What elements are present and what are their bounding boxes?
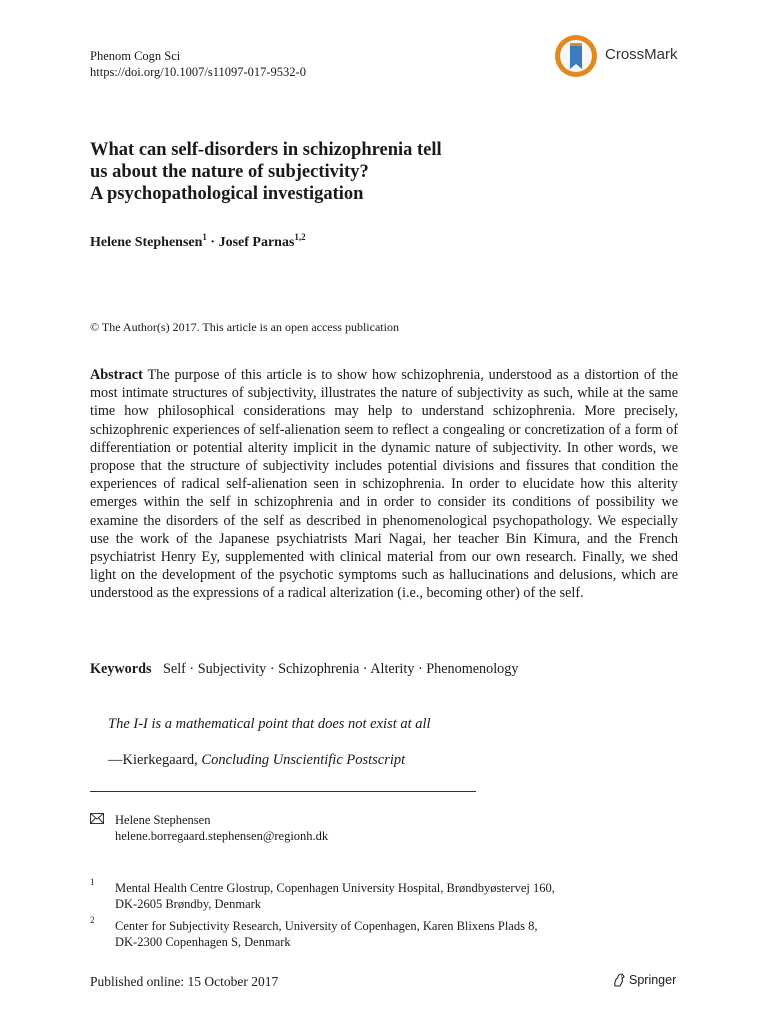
epigraph-attribution xyxy=(108,752,405,769)
envelope-icon xyxy=(90,813,104,824)
title-line-2: us about the nature of subjectivity? xyxy=(90,162,369,182)
crossmark-badge[interactable] xyxy=(553,33,683,77)
author-list xyxy=(90,232,306,251)
keywords-label: Keywords xyxy=(90,661,152,677)
affiliation-number: 1 xyxy=(90,877,95,887)
epigraph-quote: The I-I is a mathematical point that does not exist at all xyxy=(108,716,431,732)
published-date: Published online: 15 October 2017 xyxy=(90,974,279,989)
article-title xyxy=(90,139,690,205)
abstract-label: Abstract xyxy=(90,367,143,383)
crossmark-icon xyxy=(553,33,599,79)
copyright-notice xyxy=(90,320,399,335)
springer-horse-icon xyxy=(612,973,626,987)
footnote-divider xyxy=(90,791,476,792)
affiliation-line: DK-2605 Brøndby, Denmark xyxy=(115,897,262,911)
affiliation-number: 2 xyxy=(90,915,95,925)
copyright-icon: © xyxy=(90,320,100,334)
publisher-logo[interactable] xyxy=(612,973,676,987)
affiliation-line: Mental Health Centre Glostrup, Copenhagen University Hospital, Brøndbyøstervej 160, xyxy=(115,881,555,895)
doi-link[interactable]: https://doi.org/10.1007/s11097-017-9532-0 xyxy=(90,65,306,79)
author-affiliation-sup: 1,2 xyxy=(294,232,306,242)
crossmark-label: CrossMark xyxy=(605,46,678,63)
epigraph-author: —Kierkegaard, xyxy=(108,752,198,768)
copyright-text: The Author(s) 2017. This article is an open access publication xyxy=(101,320,399,334)
publisher-name: Springer xyxy=(629,973,677,987)
epigraph-work: Concluding Unscientific Postscript xyxy=(201,752,406,768)
journal-name: Phenom Cogn Sci xyxy=(90,49,181,63)
affiliation-line: Center for Subjectivity Research, University of Copenhagen, Karen Blixens Plads 8, xyxy=(115,919,538,933)
keywords xyxy=(90,661,518,678)
abstract-text: The purpose of this article is to show how schizophrenia, understood as a distortion of the most intimate structures of subjectivity, illustrates the nature of subjectivity as such, while at the same time how philosophical considerations may help to understand schizophrenia. More precisely, schizophrenic experiences of self-alienation seem to reflect a congealing or concretization of a form of differentiation or potential alterity implicit in the dynamic nature of subjectivity. In other words, we propose that the structure of subjectivity includes potential divisions and fissures that condition the experiences of radical self-alienation seen in schizophrenia. In order to elucidate how this alterity emerges within the self in schizophrenia and in order to consider its conditions of possibility we examine the disorders of the self as described in phenomenological psychopathology. We especially use the work of the Japanese psychiatrists Mari Nagai, her teacher Bin Kimura, and the French psychiatrist Henry Ey, supplemented with clinical material from our own research. Finally, we shed light on the development of the psychotic symptoms such as hallucinations and delusions, which are understood as the expressions of a radical alterization (i.e., becoming other) of the self. xyxy=(90,367,678,602)
abstract xyxy=(90,366,678,603)
author-name[interactable]: Helene Stephensen xyxy=(90,235,203,250)
journal-header xyxy=(90,48,306,80)
affiliation-line: DK-2300 Copenhagen S, Denmark xyxy=(115,935,291,949)
keywords-text: Self · Subjectivity · Schizophrenia · Alterity · Phenomenology xyxy=(163,661,519,677)
contact-email[interactable]: helene.borregaard.stephensen@regionh.dk xyxy=(115,829,329,843)
title-line-3: A psychopathological investigation xyxy=(90,184,364,204)
title-line-1: What can self-disorders in schizophrenia tell xyxy=(90,140,442,160)
contact-name: Helene Stephensen xyxy=(115,813,211,827)
author-name[interactable]: Josef Parnas xyxy=(218,235,295,250)
author-separator: · xyxy=(210,235,216,250)
author-affiliation-sup: 1 xyxy=(202,232,207,242)
